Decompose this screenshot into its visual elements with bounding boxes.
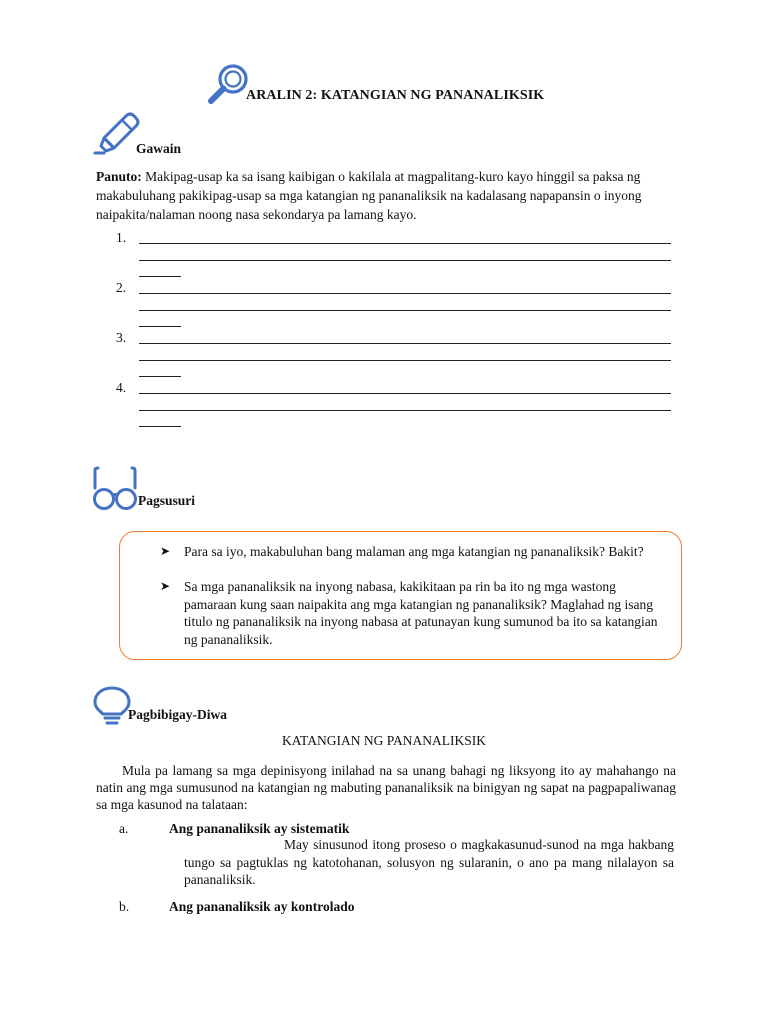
panuto-instructions xyxy=(96,167,676,224)
answer-line[interactable] xyxy=(139,276,181,277)
intro-paragraph: Mula pa lamang sa mga depinisyong inilahad na sa unang bahagi ng liksyong ito ay mahahango na natin ang mga sumusunod na katangian ng mabuting pananaliksik na binigyan ng sapat na pagpapaliwanag sa mga kasunod na talataan: xyxy=(96,763,676,812)
answer-line[interactable] xyxy=(139,343,671,344)
point-body: May sinusunod itong proseso o magkakasunud-sunod na mga hakbang tungo sa pagtuklas ng katotohanan, solusyon ng sularanin, o ano pa mang nilalayon sa pananaliksik. xyxy=(184,837,674,887)
answer-line[interactable] xyxy=(139,376,181,377)
question-item xyxy=(160,578,662,648)
lightbulb-icon xyxy=(92,686,132,726)
item-number: 1. xyxy=(116,230,127,245)
answer-line[interactable] xyxy=(139,260,671,261)
glasses-icon xyxy=(91,466,139,514)
point-letter: b. xyxy=(119,899,130,914)
question-text: Sa mga pananaliksik na inyong nabasa, kakikitaan pa rin ba ito ng mga wastong pamaraan kung saan naipakita ang mga katangian ng pananaliksik? Maglahad ng isang titulo ng pananaliksik na inyong nabasa at patunayan kung sumunod ba ito sa katangian ng pananaliksik. xyxy=(184,579,658,647)
item-number: 2. xyxy=(116,280,127,295)
point-title: Ang pananaliksik ay kontrolado xyxy=(169,899,355,914)
panuto-label: Panuto: xyxy=(96,169,142,184)
answer-line[interactable] xyxy=(139,293,671,294)
answer-line[interactable] xyxy=(139,426,181,427)
pencil-icon xyxy=(92,108,142,156)
question-text: Para sa iyo, makabuluhan bang malaman ang mga katangian ng pananaliksik? Bakit? xyxy=(184,544,644,559)
panuto-text: Makipag-usap ka sa isang kaibigan o kakilala at magpalitang-kuro kayo hinggil sa paksa ng makabuluhang pakikipag-usap sa mga katangian ng pananaliksik na kadalasang napapansin o inyong naipakita/nalaman noong nasa sekondarya pa lamang kayo. xyxy=(96,169,642,222)
answer-line[interactable] xyxy=(139,326,181,327)
answer-line[interactable] xyxy=(139,310,671,311)
question-item xyxy=(160,543,662,561)
arrow-bullet-icon: ➤ xyxy=(160,544,171,558)
point-letter: a. xyxy=(119,821,129,836)
questions-box xyxy=(119,531,682,660)
answer-line[interactable] xyxy=(139,243,671,244)
pagsusuri-label: Pagsusuri xyxy=(138,493,196,508)
point-title: Ang pananaliksik ay sistematik xyxy=(169,821,350,836)
gawain-label: Gawain xyxy=(136,141,182,156)
answer-line[interactable] xyxy=(139,410,671,411)
item-number: 3. xyxy=(116,330,127,345)
page-title: ARALIN 2: KATANGIAN NG PANANALIKSIK xyxy=(246,88,545,103)
arrow-bullet-icon: ➤ xyxy=(160,579,171,593)
pagbibigay-diwa-label: Pagbibigay-Diwa xyxy=(128,707,228,722)
section-heading: KATANGIAN NG PANANALIKSIK xyxy=(282,733,486,748)
answer-line[interactable] xyxy=(139,360,671,361)
answer-line[interactable] xyxy=(139,393,671,394)
item-number: 4. xyxy=(116,380,127,395)
